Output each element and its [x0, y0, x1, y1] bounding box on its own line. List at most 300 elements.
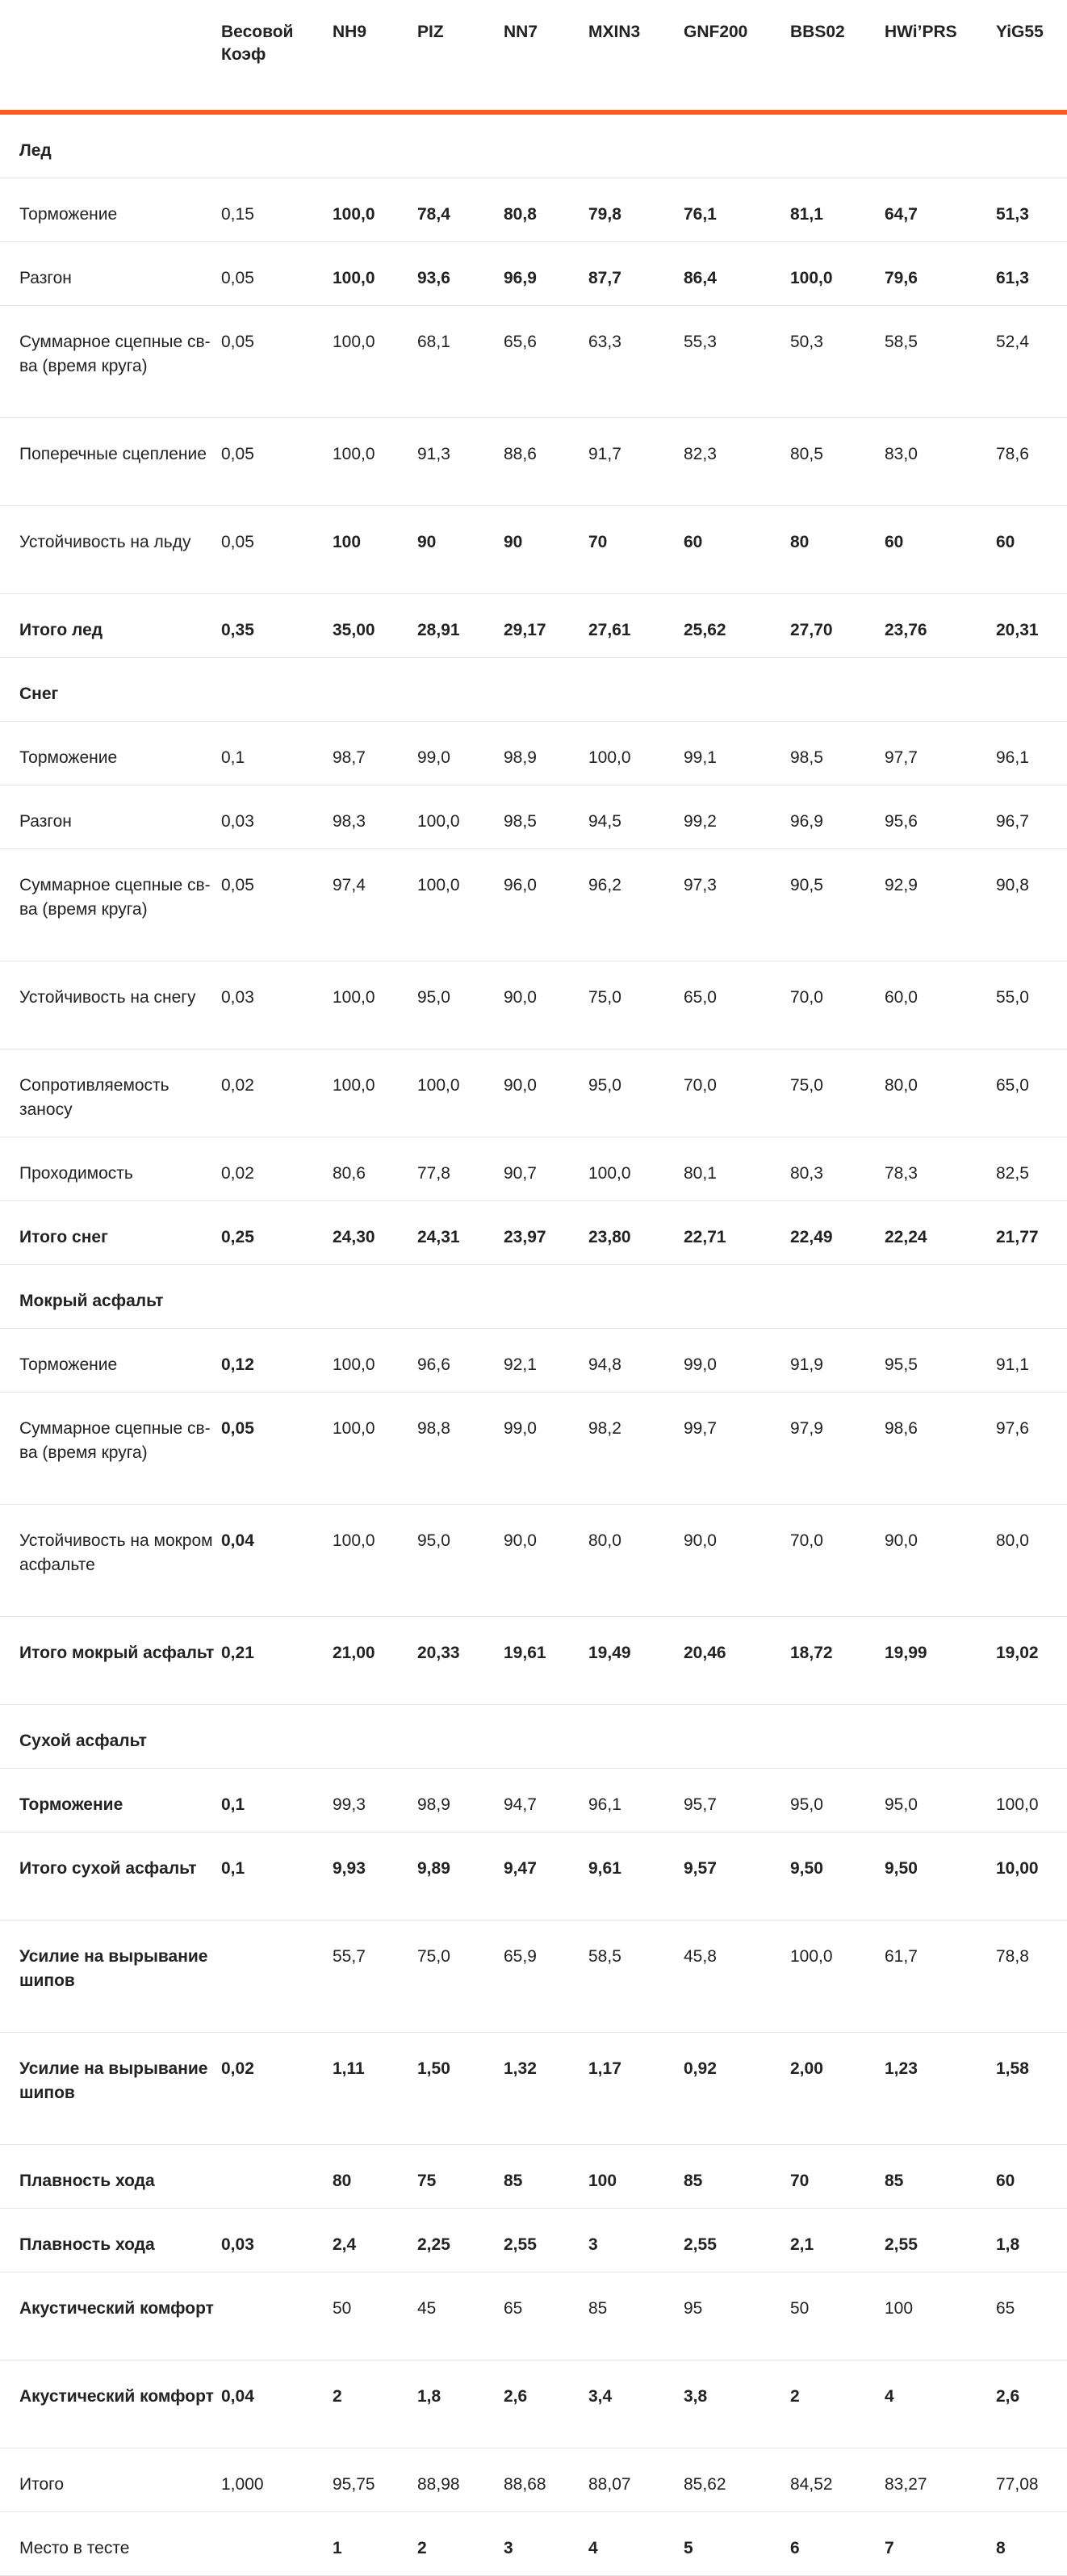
- row-value: 97,9: [790, 1393, 885, 1505]
- row-value: 51,3: [996, 178, 1067, 242]
- row-value: 79,6: [885, 242, 996, 306]
- row-value: 100,0: [333, 306, 417, 418]
- row-value: 1,58: [996, 2033, 1067, 2145]
- row-value: 5: [684, 2512, 790, 2576]
- row-value: 1,11: [333, 2033, 417, 2145]
- row-value: 28,91: [417, 594, 504, 658]
- row-label: Акустический комфорт: [0, 2360, 221, 2448]
- row-weight: [221, 1920, 333, 2033]
- header-model-mxin3: MXIN3: [588, 0, 684, 112]
- row-value: 100,0: [790, 242, 885, 306]
- table-row: [0, 2145, 1067, 2209]
- row-value: 24,31: [417, 1201, 504, 1265]
- row-label: Сопротивляемость заносу: [0, 1049, 221, 1137]
- table-row: [0, 2033, 1067, 2145]
- row-value: 23,76: [885, 594, 996, 658]
- row-value: 22,49: [790, 1201, 885, 1265]
- row-value: 100,0: [333, 1393, 417, 1505]
- row-value: 23,80: [588, 1201, 684, 1265]
- row-value: 45,8: [684, 1920, 790, 2033]
- row-value: 3: [504, 2512, 588, 2576]
- row-weight: 0,35: [221, 594, 333, 658]
- row-value: 58,5: [588, 1920, 684, 2033]
- row-value: 78,3: [885, 1137, 996, 1201]
- row-value: 92,1: [504, 1329, 588, 1393]
- row-value: 85: [885, 2145, 996, 2209]
- row-value: 90: [504, 506, 588, 594]
- row-label: Торможение: [0, 722, 221, 785]
- row-value: 95,0: [790, 1769, 885, 1833]
- table-row: [0, 1201, 1067, 1265]
- row-value: 65: [996, 2272, 1067, 2360]
- row-value: 55,7: [333, 1920, 417, 2033]
- row-weight: 0,02: [221, 1137, 333, 1201]
- row-label: Торможение: [0, 178, 221, 242]
- section-row: [0, 112, 1067, 178]
- row-value: 0,92: [684, 2033, 790, 2145]
- row-value: 1,50: [417, 2033, 504, 2145]
- row-value: 100: [885, 2272, 996, 2360]
- row-value: 90,8: [996, 849, 1067, 961]
- row-value: 19,99: [885, 1617, 996, 1705]
- row-value: 63,3: [588, 306, 684, 418]
- row-value: 100,0: [333, 1049, 417, 1137]
- row-value: 99,0: [684, 1329, 790, 1393]
- row-value: 94,7: [504, 1769, 588, 1833]
- row-value: 91,1: [996, 1329, 1067, 1393]
- row-value: 50: [790, 2272, 885, 2360]
- row-value: 60: [885, 506, 996, 594]
- row-label: Суммарное сцепные св-ва (время круга): [0, 1393, 221, 1505]
- row-value: 61,3: [996, 242, 1067, 306]
- header-model-gnf200: GNF200: [684, 0, 790, 112]
- row-value: 96,1: [996, 722, 1067, 785]
- row-value: 2,25: [417, 2209, 504, 2272]
- row-value: 27,70: [790, 594, 885, 658]
- row-value: 3: [588, 2209, 684, 2272]
- row-label: Поперечные сцепление: [0, 418, 221, 506]
- row-weight: 0,05: [221, 849, 333, 961]
- row-weight: 0,25: [221, 1201, 333, 1265]
- row-value: 9,50: [790, 1833, 885, 1920]
- row-weight: 0,02: [221, 1049, 333, 1137]
- section-title: Сухой асфальт: [0, 1705, 1067, 1769]
- row-value: 97,3: [684, 849, 790, 961]
- row-label: Устойчивость на мокром асфальте: [0, 1505, 221, 1617]
- row-value: 1,17: [588, 2033, 684, 2145]
- row-value: 19,49: [588, 1617, 684, 1705]
- row-value: 3,4: [588, 2360, 684, 2448]
- row-value: 75,0: [790, 1049, 885, 1137]
- row-value: 80,5: [790, 418, 885, 506]
- row-value: 19,02: [996, 1617, 1067, 1705]
- row-value: 2,55: [684, 2209, 790, 2272]
- row-value: 3,8: [684, 2360, 790, 2448]
- row-value: 99,0: [504, 1393, 588, 1505]
- row-label: Устойчивость на льду: [0, 506, 221, 594]
- row-value: 98,5: [790, 722, 885, 785]
- row-weight: 0,03: [221, 961, 333, 1049]
- row-value: 80,0: [996, 1505, 1067, 1617]
- table-row: [0, 2209, 1067, 2272]
- section-title: Лед: [0, 112, 1067, 178]
- row-value: 64,7: [885, 178, 996, 242]
- row-label: Итого: [0, 2448, 221, 2512]
- row-value: 65,0: [996, 1049, 1067, 1137]
- row-value: 94,5: [588, 785, 684, 849]
- row-value: 9,89: [417, 1833, 504, 1920]
- row-value: 70,0: [790, 1505, 885, 1617]
- table-row: [0, 2272, 1067, 2360]
- row-value: 70,0: [684, 1049, 790, 1137]
- row-label: Плавность хода: [0, 2145, 221, 2209]
- table-row: [0, 722, 1067, 785]
- row-value: 88,68: [504, 2448, 588, 2512]
- row-weight: [221, 2272, 333, 2360]
- row-value: 83,27: [885, 2448, 996, 2512]
- row-value: 96,1: [588, 1769, 684, 1833]
- row-value: 20,46: [684, 1617, 790, 1705]
- row-weight: 0,03: [221, 785, 333, 849]
- row-value: 85: [684, 2145, 790, 2209]
- row-value: 94,8: [588, 1329, 684, 1393]
- row-weight: 1,000: [221, 2448, 333, 2512]
- row-value: 2,00: [790, 2033, 885, 2145]
- header-weight-cell: Весовой Коэф: [221, 0, 333, 112]
- row-value: 100,0: [417, 1049, 504, 1137]
- row-value: 100,0: [996, 1769, 1067, 1833]
- row-value: 100,0: [790, 1920, 885, 2033]
- row-value: 9,57: [684, 1833, 790, 1920]
- row-value: 100: [588, 2145, 684, 2209]
- row-value: 35,00: [333, 594, 417, 658]
- row-value: 90,5: [790, 849, 885, 961]
- header-model-hwiprs: HWi’PRS: [885, 0, 996, 112]
- row-value: 82,5: [996, 1137, 1067, 1201]
- row-value: 58,5: [885, 306, 996, 418]
- row-value: 1,23: [885, 2033, 996, 2145]
- row-value: 90,0: [885, 1505, 996, 1617]
- row-label: Торможение: [0, 1769, 221, 1833]
- row-value: 65,6: [504, 306, 588, 418]
- row-value: 22,71: [684, 1201, 790, 1265]
- row-value: 95,75: [333, 2448, 417, 2512]
- section-row: [0, 1705, 1067, 1769]
- row-value: 97,6: [996, 1393, 1067, 1505]
- row-value: 80: [333, 2145, 417, 2209]
- row-value: 23,97: [504, 1201, 588, 1265]
- row-value: 7: [885, 2512, 996, 2576]
- row-value: 100,0: [588, 722, 684, 785]
- row-value: 68,1: [417, 306, 504, 418]
- row-value: 100: [333, 506, 417, 594]
- row-value: 75,0: [417, 1920, 504, 2033]
- row-value: 9,61: [588, 1833, 684, 1920]
- row-value: 99,7: [684, 1393, 790, 1505]
- table-row: [0, 418, 1067, 506]
- table-row: [0, 1769, 1067, 1833]
- table-row: [0, 2360, 1067, 2448]
- row-value: 100,0: [417, 785, 504, 849]
- row-weight: 0,05: [221, 306, 333, 418]
- table-row: [0, 1137, 1067, 1201]
- row-value: 87,7: [588, 242, 684, 306]
- row-value: 100,0: [333, 1329, 417, 1393]
- row-value: 80,3: [790, 1137, 885, 1201]
- row-value: 80,1: [684, 1137, 790, 1201]
- row-value: 84,52: [790, 2448, 885, 2512]
- row-value: 82,3: [684, 418, 790, 506]
- row-value: 90,0: [504, 1505, 588, 1617]
- row-value: 98,9: [417, 1769, 504, 1833]
- row-value: 2,55: [885, 2209, 996, 2272]
- row-value: 100,0: [333, 178, 417, 242]
- row-value: 85,62: [684, 2448, 790, 2512]
- row-weight: 0,1: [221, 1769, 333, 1833]
- header-model-nn7: NN7: [504, 0, 588, 112]
- row-label: Устойчивость на снегу: [0, 961, 221, 1049]
- row-value: 2: [790, 2360, 885, 2448]
- row-value: 80,0: [885, 1049, 996, 1137]
- row-value: 92,9: [885, 849, 996, 961]
- row-value: 2,1: [790, 2209, 885, 2272]
- row-value: 77,08: [996, 2448, 1067, 2512]
- row-value: 25,62: [684, 594, 790, 658]
- row-value: 100,0: [333, 418, 417, 506]
- row-value: 79,8: [588, 178, 684, 242]
- row-value: 2,6: [504, 2360, 588, 2448]
- row-value: 86,4: [684, 242, 790, 306]
- row-value: 100,0: [333, 242, 417, 306]
- row-value: 65,0: [684, 961, 790, 1049]
- header-model-nh9: NH9: [333, 0, 417, 112]
- row-weight: 0,21: [221, 1617, 333, 1705]
- row-value: 1: [333, 2512, 417, 2576]
- table-header-row: [0, 0, 1067, 112]
- row-value: 96,7: [996, 785, 1067, 849]
- row-value: 29,17: [504, 594, 588, 658]
- row-label: Акустический комфорт: [0, 2272, 221, 2360]
- table-row: [0, 178, 1067, 242]
- row-value: 90,7: [504, 1137, 588, 1201]
- row-value: 99,1: [684, 722, 790, 785]
- row-value: 98,3: [333, 785, 417, 849]
- row-value: 98,9: [504, 722, 588, 785]
- row-value: 70,0: [790, 961, 885, 1049]
- row-weight: 0,05: [221, 418, 333, 506]
- row-value: 60,0: [885, 961, 996, 1049]
- row-value: 93,6: [417, 242, 504, 306]
- header-model-yig55: YiG55: [996, 0, 1067, 112]
- row-value: 65,9: [504, 1920, 588, 2033]
- row-value: 88,6: [504, 418, 588, 506]
- row-value: 2,6: [996, 2360, 1067, 2448]
- row-value: 2: [417, 2512, 504, 2576]
- row-value: 96,9: [504, 242, 588, 306]
- table-row: [0, 1329, 1067, 1393]
- row-weight: 0,1: [221, 1833, 333, 1920]
- row-value: 99,2: [684, 785, 790, 849]
- row-value: 100,0: [333, 961, 417, 1049]
- row-value: 95,5: [885, 1329, 996, 1393]
- section-row: [0, 658, 1067, 722]
- row-value: 60: [996, 506, 1067, 594]
- table-row: [0, 785, 1067, 849]
- row-weight: 0,02: [221, 2033, 333, 2145]
- row-label: Итого снег: [0, 1201, 221, 1265]
- row-value: 100,0: [333, 1505, 417, 1617]
- table-body: [0, 112, 1067, 2576]
- row-label: Усилие на вырывание шипов: [0, 2033, 221, 2145]
- row-value: 91,3: [417, 418, 504, 506]
- row-value: 45: [417, 2272, 504, 2360]
- table-row: [0, 961, 1067, 1049]
- row-label: Плавность хода: [0, 2209, 221, 2272]
- row-label: Разгон: [0, 242, 221, 306]
- row-value: 65: [504, 2272, 588, 2360]
- table-row: [0, 506, 1067, 594]
- row-value: 27,61: [588, 594, 684, 658]
- row-value: 98,7: [333, 722, 417, 785]
- row-value: 95,7: [684, 1769, 790, 1833]
- row-weight: 0,04: [221, 2360, 333, 2448]
- table-row: [0, 2512, 1067, 2576]
- row-value: 100,0: [588, 1137, 684, 1201]
- row-value: 8: [996, 2512, 1067, 2576]
- row-weight: 0,03: [221, 2209, 333, 2272]
- table-row: [0, 306, 1067, 418]
- row-value: 99,0: [417, 722, 504, 785]
- row-value: 4: [588, 2512, 684, 2576]
- row-value: 96,2: [588, 849, 684, 961]
- row-value: 88,98: [417, 2448, 504, 2512]
- row-value: 20,31: [996, 594, 1067, 658]
- table-row: [0, 1920, 1067, 2033]
- row-value: 98,6: [885, 1393, 996, 1505]
- row-value: 9,50: [885, 1833, 996, 1920]
- row-value: 90,0: [504, 961, 588, 1049]
- row-value: 50,3: [790, 306, 885, 418]
- row-value: 95,6: [885, 785, 996, 849]
- row-weight: 0,15: [221, 178, 333, 242]
- row-value: 55,3: [684, 306, 790, 418]
- row-value: 1,8: [417, 2360, 504, 2448]
- row-value: 2: [333, 2360, 417, 2448]
- table-row: [0, 1049, 1067, 1137]
- row-value: 90,0: [684, 1505, 790, 1617]
- row-value: 55,0: [996, 961, 1067, 1049]
- table-row: [0, 1393, 1067, 1505]
- row-value: 20,33: [417, 1617, 504, 1705]
- row-value: 98,2: [588, 1393, 684, 1505]
- row-value: 96,9: [790, 785, 885, 849]
- table-row: [0, 1617, 1067, 1705]
- table-row: [0, 849, 1067, 961]
- row-value: 2,55: [504, 2209, 588, 2272]
- row-weight: [221, 2145, 333, 2209]
- row-value: 6: [790, 2512, 885, 2576]
- row-value: 9,93: [333, 1833, 417, 1920]
- section-title: Мокрый асфальт: [0, 1265, 1067, 1329]
- row-value: 4: [885, 2360, 996, 2448]
- row-label: Место в тесте: [0, 2512, 221, 2576]
- row-value: 60: [684, 506, 790, 594]
- row-value: 88,07: [588, 2448, 684, 2512]
- row-value: 80: [790, 506, 885, 594]
- row-value: 100,0: [417, 849, 504, 961]
- row-value: 97,7: [885, 722, 996, 785]
- row-value: 21,00: [333, 1617, 417, 1705]
- row-value: 95,0: [588, 1049, 684, 1137]
- row-value: 70: [790, 2145, 885, 2209]
- row-value: 77,8: [417, 1137, 504, 1201]
- row-value: 75,0: [588, 961, 684, 1049]
- row-weight: 0,05: [221, 1393, 333, 1505]
- row-weight: 0,12: [221, 1329, 333, 1393]
- row-value: 18,72: [790, 1617, 885, 1705]
- row-weight: 0,05: [221, 242, 333, 306]
- table-row: [0, 1833, 1067, 1920]
- row-value: 50: [333, 2272, 417, 2360]
- table-row: [0, 594, 1067, 658]
- row-value: 80,8: [504, 178, 588, 242]
- row-value: 91,7: [588, 418, 684, 506]
- row-value: 85: [504, 2145, 588, 2209]
- row-value: 75: [417, 2145, 504, 2209]
- row-value: 24,30: [333, 1201, 417, 1265]
- row-value: 78,4: [417, 178, 504, 242]
- table-row: [0, 242, 1067, 306]
- row-value: 61,7: [885, 1920, 996, 2033]
- row-value: 95,0: [417, 961, 504, 1049]
- row-value: 78,8: [996, 1920, 1067, 2033]
- row-value: 96,6: [417, 1329, 504, 1393]
- row-value: 95: [684, 2272, 790, 2360]
- row-value: 78,6: [996, 418, 1067, 506]
- row-label: Итого сухой асфальт: [0, 1833, 221, 1920]
- row-label: Итого лед: [0, 594, 221, 658]
- row-label: Усилие на вырывание шипов: [0, 1920, 221, 2033]
- row-weight: 0,04: [221, 1505, 333, 1617]
- row-value: 83,0: [885, 418, 996, 506]
- table-row: [0, 1505, 1067, 1617]
- row-value: 19,61: [504, 1617, 588, 1705]
- header-model-piz: PIZ: [417, 0, 504, 112]
- row-label: Разгон: [0, 785, 221, 849]
- row-value: 97,4: [333, 849, 417, 961]
- row-weight: 0,05: [221, 506, 333, 594]
- row-value: 98,8: [417, 1393, 504, 1505]
- row-value: 10,00: [996, 1833, 1067, 1920]
- row-weight: 0,1: [221, 722, 333, 785]
- row-label: Проходимость: [0, 1137, 221, 1201]
- row-label: Суммарное сцепные св-ва (время круга): [0, 306, 221, 418]
- row-value: 22,24: [885, 1201, 996, 1265]
- row-value: 1,8: [996, 2209, 1067, 2272]
- row-value: 96,0: [504, 849, 588, 961]
- row-value: 80,0: [588, 1505, 684, 1617]
- row-value: 95,0: [417, 1505, 504, 1617]
- header-model-bbs02: BBS02: [790, 0, 885, 112]
- row-value: 98,5: [504, 785, 588, 849]
- row-value: 90,0: [504, 1049, 588, 1137]
- row-value: 60: [996, 2145, 1067, 2209]
- row-value: 21,77: [996, 1201, 1067, 1265]
- section-title: Снег: [0, 658, 1067, 722]
- row-value: 95,0: [885, 1769, 996, 1833]
- row-value: 70: [588, 506, 684, 594]
- row-value: 76,1: [684, 178, 790, 242]
